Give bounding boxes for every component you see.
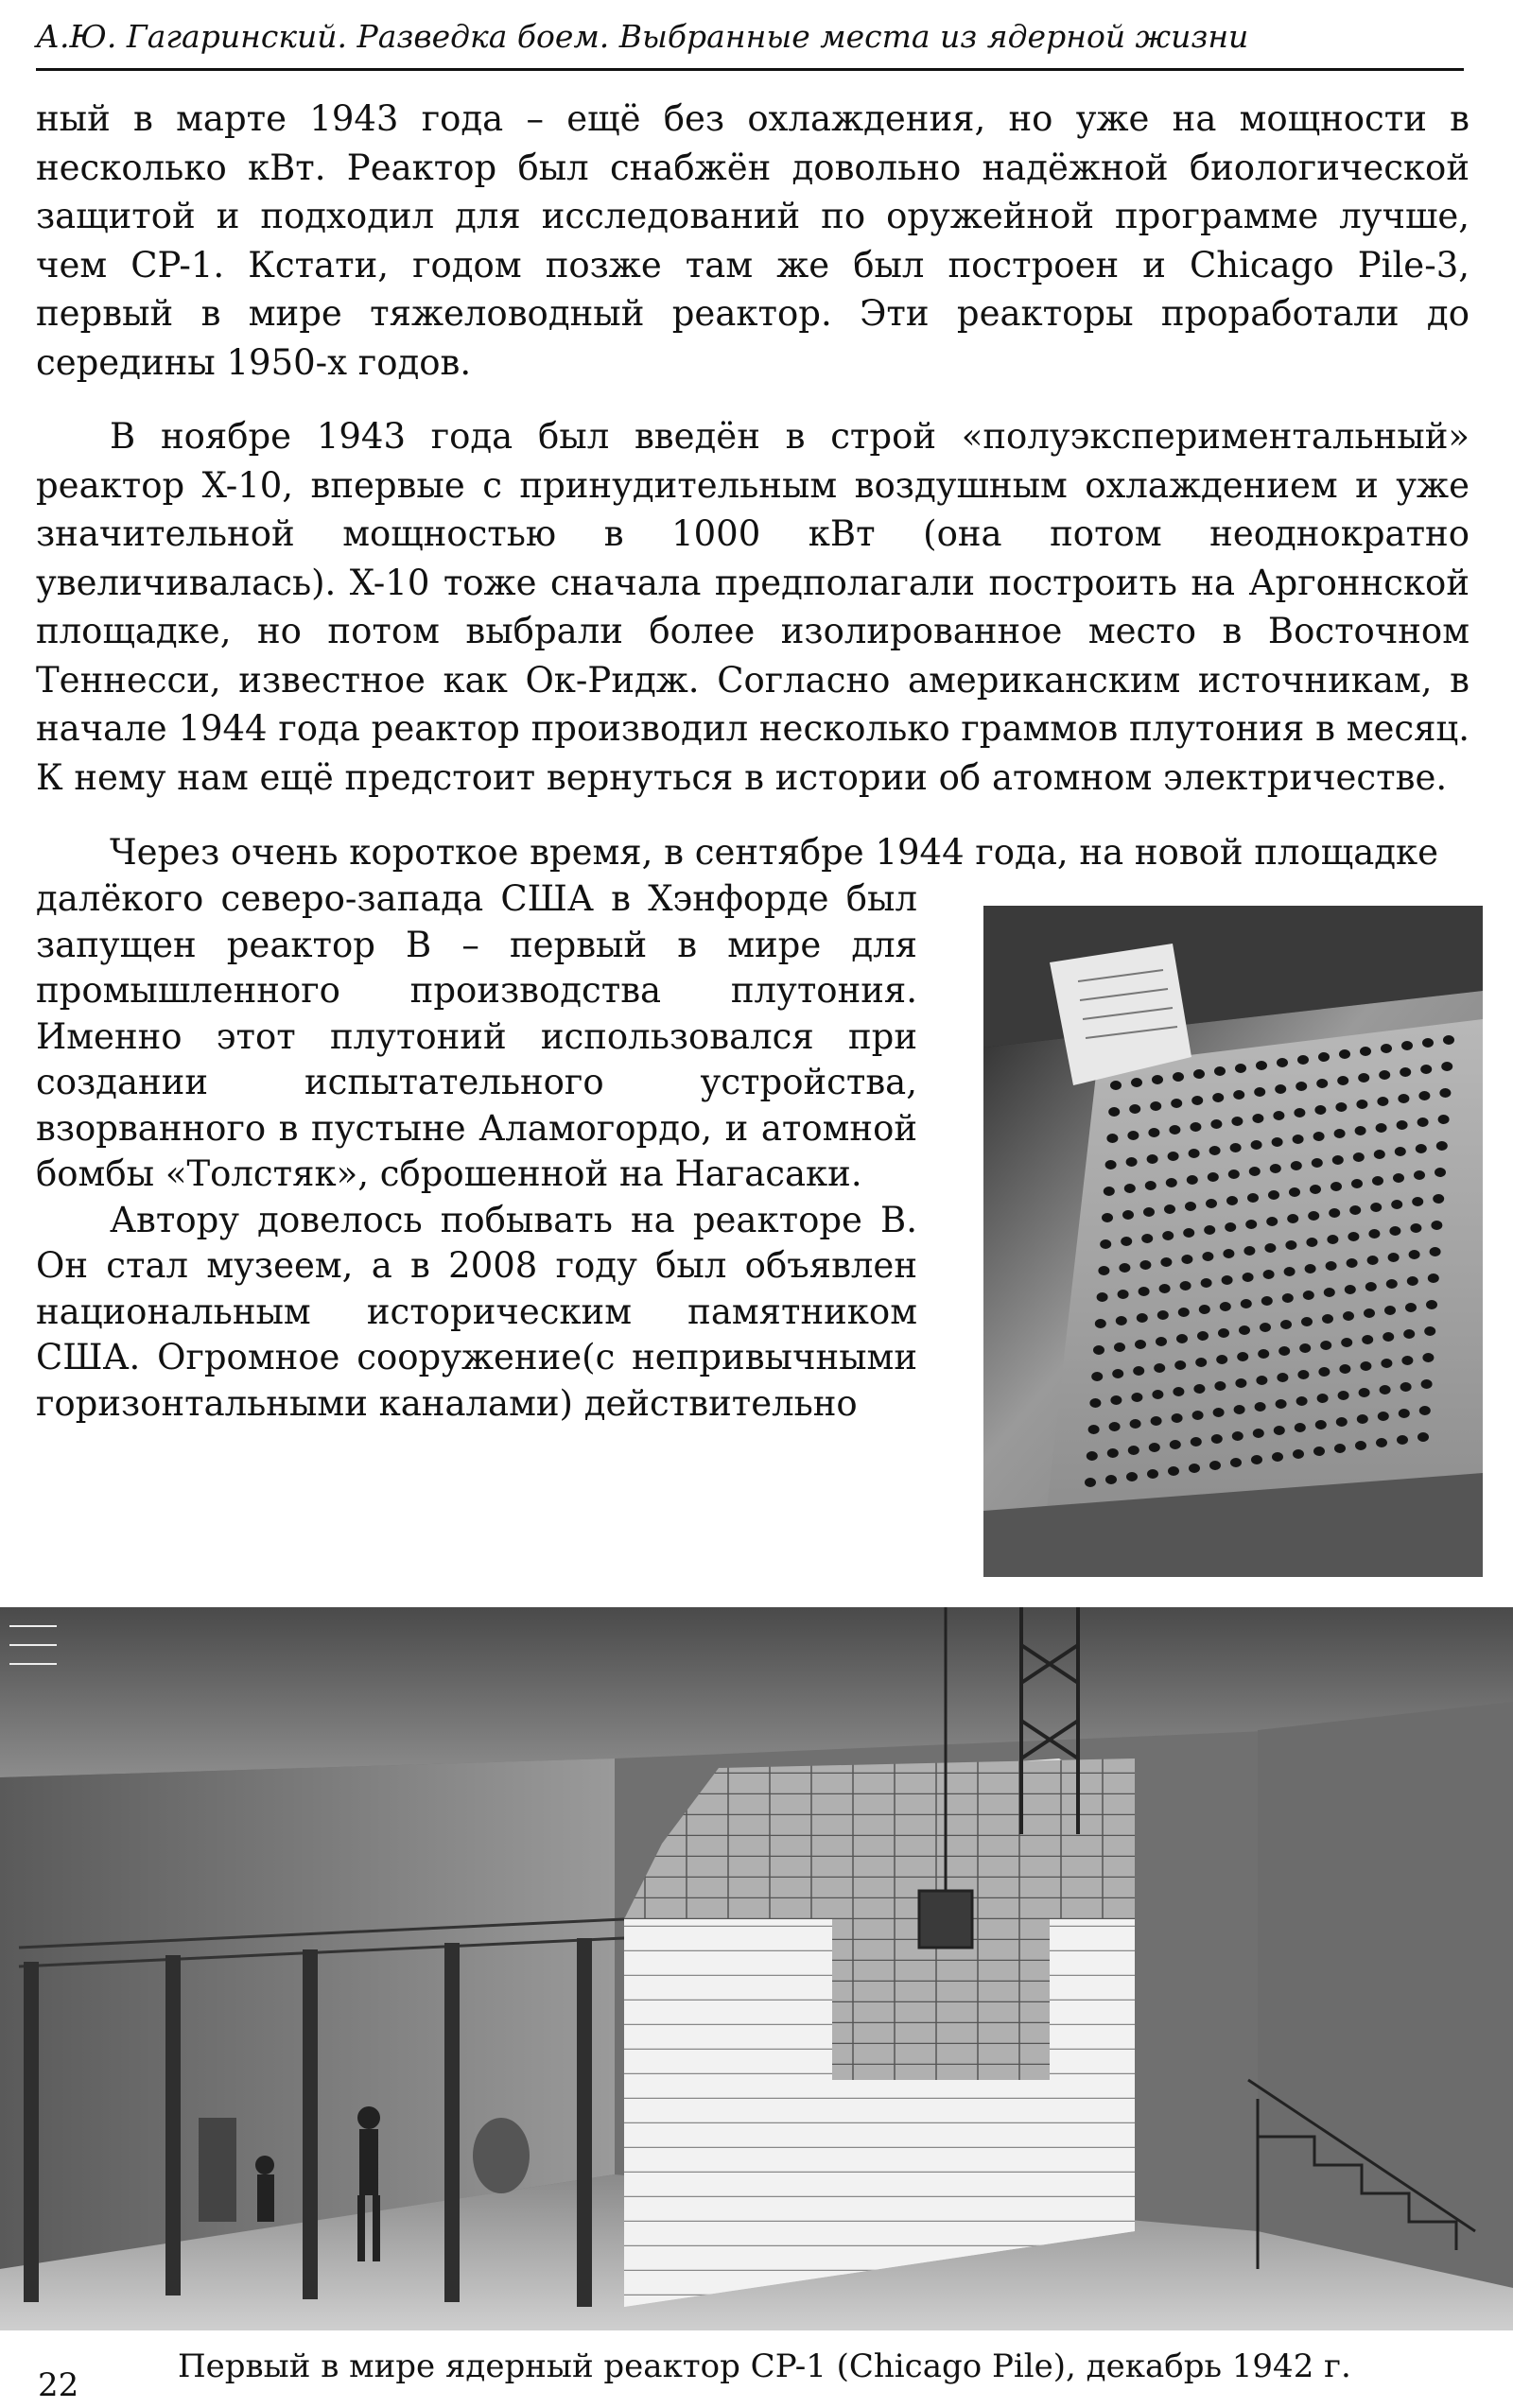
channel-hole bbox=[1181, 1255, 1192, 1264]
channel-hole bbox=[1133, 1366, 1144, 1376]
channel-hole bbox=[1202, 1252, 1213, 1261]
channel-hole bbox=[1365, 1282, 1377, 1291]
channel-hole bbox=[1093, 1345, 1104, 1355]
channel-hole bbox=[1256, 1376, 1267, 1385]
channel-hole bbox=[1139, 1260, 1151, 1270]
channel-hole bbox=[1088, 1425, 1100, 1434]
paragraph-3-line-text: Через очень короткое время, в сентябре 1944 года, на новой площадке bbox=[110, 832, 1439, 873]
channel-hole bbox=[1355, 1126, 1366, 1135]
channel-hole bbox=[1199, 1305, 1210, 1314]
channel-hole bbox=[1422, 1353, 1434, 1362]
channel-hole bbox=[1260, 1323, 1271, 1332]
channel-hole bbox=[1301, 1317, 1313, 1326]
channel-hole bbox=[1122, 1210, 1134, 1220]
channel-hole bbox=[1195, 1358, 1207, 1367]
channel-hole bbox=[1339, 1364, 1350, 1374]
channel-hole bbox=[1106, 1134, 1118, 1143]
channel-hole bbox=[1400, 1067, 1411, 1077]
channel-hole bbox=[1223, 1249, 1234, 1258]
channel-hole bbox=[1172, 1413, 1183, 1423]
channel-hole bbox=[1360, 1361, 1371, 1371]
channel-hole bbox=[1418, 1091, 1430, 1100]
channel-hole bbox=[1145, 1181, 1156, 1190]
channel-hole bbox=[1168, 1466, 1179, 1476]
channel-hole bbox=[1114, 1343, 1125, 1352]
channel-hole bbox=[1364, 1308, 1375, 1318]
channel-hole bbox=[1095, 1319, 1106, 1328]
channel-hole bbox=[1294, 1108, 1305, 1117]
channel-hole bbox=[1191, 1437, 1202, 1447]
channel-hole bbox=[1403, 1329, 1415, 1339]
channel-hole bbox=[1130, 1419, 1141, 1429]
channel-hole bbox=[1189, 1464, 1200, 1473]
channel-hole bbox=[1110, 1081, 1122, 1090]
channel-hole bbox=[1241, 1299, 1252, 1308]
channel-hole bbox=[1426, 1300, 1437, 1309]
channel-hole bbox=[1295, 1423, 1306, 1432]
channel-hole bbox=[1118, 1290, 1129, 1299]
channel-hole bbox=[1428, 1273, 1439, 1283]
channel-hole bbox=[1129, 1104, 1140, 1114]
channel-hole bbox=[1339, 1049, 1350, 1059]
running-head: А.Ю. Гагаринский. Разведка боем. Выбранные места из ядерной жизни bbox=[36, 15, 1464, 71]
channel-hole bbox=[1353, 1152, 1365, 1162]
channel-hole bbox=[1091, 1372, 1103, 1381]
channel-hole bbox=[1263, 1270, 1275, 1279]
channel-hole bbox=[1208, 1172, 1219, 1182]
channel-hole bbox=[1277, 1058, 1288, 1067]
paragraph-1-text: ный в марте 1943 года – ещё без охлаждения, но уже на мощности в несколько кВт. Реактор был снабжён довольно надёжной биологической защитой и подходил для исследований по оружейной программе лучше, чем CP-1. Кстати, годом позже там же был построен и Chicago Pile-3, первый в мире тяжеловодный реактор. Эти реакторы проработали до середины 1950-х годов. bbox=[36, 98, 1470, 383]
channel-hole bbox=[1299, 1343, 1311, 1353]
channel-hole bbox=[1296, 1396, 1308, 1406]
channel-hole bbox=[1293, 1135, 1304, 1144]
channel-hole bbox=[1261, 1296, 1273, 1306]
paragraph-3-first-line bbox=[36, 828, 1470, 877]
channel-hole bbox=[1297, 1055, 1309, 1065]
channel-hole bbox=[1368, 1229, 1380, 1239]
cp1-drawing-icon bbox=[0, 1607, 1513, 2330]
channel-hole bbox=[1210, 1119, 1222, 1129]
channel-hole bbox=[1157, 1310, 1169, 1320]
channel-hole bbox=[1102, 1213, 1113, 1222]
channel-hole bbox=[1380, 1385, 1391, 1395]
channel-hole bbox=[1431, 1221, 1442, 1230]
channel-hole bbox=[1376, 1438, 1387, 1447]
channel-hole bbox=[1266, 1217, 1278, 1226]
channel-hole bbox=[1201, 1278, 1212, 1288]
channel-hole bbox=[1253, 1429, 1264, 1438]
channel-hole bbox=[1293, 1449, 1304, 1459]
channel-hole bbox=[1341, 1338, 1352, 1347]
channel-hole bbox=[1209, 1146, 1221, 1155]
channel-hole bbox=[1409, 1250, 1420, 1259]
channel-hole bbox=[1087, 1451, 1098, 1461]
channel-hole bbox=[1356, 1100, 1367, 1109]
channel-hole bbox=[1154, 1363, 1165, 1373]
channel-hole bbox=[1314, 1105, 1326, 1115]
channel-hole bbox=[1222, 1275, 1233, 1285]
channel-hole bbox=[1233, 1090, 1244, 1100]
channel-hole bbox=[1170, 1440, 1181, 1449]
channel-hole bbox=[1147, 1154, 1158, 1164]
channel-hole bbox=[1282, 1293, 1294, 1303]
channel-hole bbox=[1401, 1041, 1413, 1050]
channel-hole bbox=[1335, 1102, 1347, 1112]
channel-hole bbox=[1168, 1152, 1179, 1161]
channel-hole bbox=[1268, 1190, 1279, 1200]
channel-hole bbox=[1308, 1211, 1319, 1221]
channel-hole bbox=[1405, 1303, 1417, 1312]
figure-caption: Первый в мире ядерный реактор CP-1 (Chicago Pile), декабрь 1942 г. bbox=[178, 2347, 1351, 2385]
channel-hole bbox=[1251, 1455, 1262, 1464]
channel-hole bbox=[1305, 1264, 1316, 1273]
channel-hole bbox=[1239, 1325, 1250, 1335]
channel-hole bbox=[1297, 1370, 1309, 1379]
channel-hole bbox=[1249, 1167, 1261, 1176]
channel-hole bbox=[1139, 1287, 1150, 1296]
channel-hole bbox=[1407, 1276, 1418, 1286]
channel-hole bbox=[1317, 1394, 1329, 1403]
channel-hole bbox=[1147, 1469, 1158, 1479]
channel-hole bbox=[1235, 1064, 1246, 1073]
channel-hole bbox=[1416, 1144, 1427, 1153]
channel-hole bbox=[1348, 1232, 1359, 1241]
channel-hole bbox=[1166, 1178, 1177, 1187]
channel-hole bbox=[1107, 1448, 1119, 1458]
channel-hole bbox=[1225, 1222, 1236, 1232]
channel-hole bbox=[1112, 1369, 1123, 1378]
channel-hole bbox=[1327, 1235, 1338, 1244]
paragraph-1 bbox=[36, 95, 1470, 387]
paragraph-2-text: В ноябре 1943 года был введён в строй «полуэкспериментальный» реактор X-10, впервые с принудительным воздушным охлаждением и уже значительной мощностью в 1000 кВт (она потом неоднократно увеличивалась). X-10 тоже сначала предполагали построить на Аргоннской площадке, но потом выбрали более изолированное место в Восточном Теннесси, известное как Ок-Ридж. Согласно американским источникам, в начале 1944 года реактор производил несколько граммов плутония в месяц. К нему нам ещё предстоит вернуться в истории об атомном электричестве. bbox=[36, 416, 1470, 798]
channel-hole bbox=[1173, 1072, 1184, 1082]
channel-hole bbox=[1256, 1061, 1267, 1070]
channel-hole bbox=[1232, 1431, 1243, 1441]
channel-hole bbox=[1152, 1075, 1163, 1084]
channel-hole bbox=[1421, 1379, 1433, 1389]
channel-hole bbox=[1296, 1082, 1307, 1091]
channel-hole bbox=[1237, 1352, 1248, 1361]
channel-hole bbox=[1349, 1205, 1361, 1215]
channel-hole bbox=[1218, 1328, 1229, 1338]
channel-hole bbox=[1213, 1408, 1225, 1417]
channel-hole bbox=[1360, 1047, 1371, 1056]
channel-hole bbox=[1334, 1129, 1346, 1138]
channel-hole bbox=[1362, 1335, 1373, 1344]
channel-hole bbox=[1109, 1422, 1121, 1431]
channel-hole bbox=[1272, 1137, 1283, 1147]
channel-hole bbox=[1226, 1196, 1238, 1205]
channel-hole bbox=[1211, 1434, 1223, 1444]
channel-hole bbox=[1358, 1073, 1369, 1083]
channel-hole bbox=[1116, 1316, 1127, 1325]
channel-hole bbox=[1322, 1314, 1333, 1324]
channel-hole bbox=[1397, 1120, 1408, 1130]
channel-hole bbox=[1212, 1093, 1224, 1102]
channel-hole bbox=[1401, 1356, 1413, 1365]
channel-hole bbox=[1252, 1114, 1263, 1123]
channel-hole bbox=[1391, 1200, 1402, 1209]
channel-hole bbox=[1313, 1132, 1325, 1141]
channel-hole bbox=[1243, 1246, 1255, 1256]
channel-hole bbox=[1127, 1131, 1139, 1140]
column-text bbox=[36, 876, 917, 1427]
channel-hole bbox=[1264, 1243, 1276, 1253]
channel-hole bbox=[1274, 1426, 1285, 1435]
channel-hole bbox=[1291, 1161, 1302, 1170]
channel-hole bbox=[1234, 1405, 1245, 1414]
channel-hole bbox=[1143, 1207, 1155, 1217]
paragraph-3-rest-text: далёкого северо-запада США в Хэнфорде был запущен реактор B – первый в мире для промышленного производства плутония. Именно этот плутоний использовался при создании испытательного устройства, взорванного в пустыне Аламогордо, и атомной бомбы «Толстяк», сброшенной на Нагасаки. bbox=[36, 878, 917, 1194]
paragraph-4-text: Автору довелось побывать на реакторе B. Он стал музеем, а в 2008 году был объявлен национальным историческим памятником США. Огромное сооружение(с непривычными горизонтальными каналами) действительно bbox=[36, 1199, 917, 1424]
channel-hole bbox=[1378, 1412, 1389, 1421]
channel-hole bbox=[1148, 1128, 1159, 1137]
channel-hole bbox=[1357, 1414, 1368, 1424]
channel-hole bbox=[1372, 1176, 1383, 1186]
channel-hole bbox=[1438, 1115, 1450, 1124]
channel-hole bbox=[1220, 1302, 1231, 1311]
channel-hole bbox=[1337, 1076, 1348, 1085]
channel-hole bbox=[1089, 1398, 1101, 1408]
channel-hole bbox=[1187, 1175, 1198, 1185]
channel-hole bbox=[1439, 1088, 1451, 1098]
channel-hole bbox=[1131, 1393, 1142, 1402]
channel-hole bbox=[1110, 1395, 1122, 1405]
channel-hole bbox=[1149, 1443, 1160, 1452]
channel-hole bbox=[1085, 1478, 1096, 1487]
channel-hole bbox=[1430, 1247, 1441, 1256]
channel-hole bbox=[1276, 1399, 1287, 1409]
channel-hole bbox=[1310, 1185, 1321, 1194]
channel-hole bbox=[1316, 1079, 1328, 1088]
channel-hole bbox=[1419, 1406, 1431, 1415]
channel-hole bbox=[1381, 1359, 1392, 1368]
channel-hole bbox=[1206, 1199, 1217, 1208]
channel-hole bbox=[1278, 1346, 1290, 1356]
channel-hole bbox=[1169, 1125, 1180, 1135]
channel-hole bbox=[1097, 1292, 1108, 1302]
channel-hole bbox=[1377, 1097, 1388, 1106]
channel-hole bbox=[1398, 1094, 1409, 1103]
channel-hole bbox=[1174, 1360, 1186, 1370]
channel-hole bbox=[1121, 1237, 1132, 1246]
channel-hole bbox=[1141, 1234, 1153, 1243]
channel-hole bbox=[1345, 1285, 1356, 1294]
channel-hole bbox=[1191, 1096, 1203, 1105]
channel-hole bbox=[1255, 1402, 1266, 1412]
channel-hole bbox=[1410, 1223, 1421, 1233]
channel-hole bbox=[1351, 1179, 1363, 1188]
channel-hole bbox=[1376, 1123, 1387, 1133]
channel-hole bbox=[1395, 1147, 1406, 1156]
channel-hole bbox=[1326, 1261, 1337, 1271]
channel-hole bbox=[1243, 1273, 1254, 1282]
channel-hole bbox=[1159, 1284, 1171, 1293]
channel-hole bbox=[1245, 1220, 1257, 1229]
channel-hole bbox=[1441, 1062, 1452, 1071]
channel-hole bbox=[1381, 1044, 1392, 1053]
page-number: 22 bbox=[38, 2366, 79, 2404]
channel-hole bbox=[1124, 1184, 1136, 1193]
channel-hole bbox=[1329, 1208, 1340, 1218]
channel-hole bbox=[1284, 1267, 1296, 1276]
channel-hole bbox=[1338, 1391, 1349, 1400]
channel-hole bbox=[1389, 1226, 1400, 1236]
channel-hole bbox=[1355, 1441, 1366, 1450]
channel-hole bbox=[1192, 1411, 1204, 1420]
channel-hole bbox=[1318, 1367, 1330, 1377]
channel-hole bbox=[1104, 1187, 1115, 1196]
channel-hole bbox=[1258, 1349, 1269, 1359]
channel-hole bbox=[1383, 1332, 1394, 1342]
channel-hole bbox=[1343, 1311, 1354, 1321]
channel-hole bbox=[1422, 1038, 1434, 1048]
channel-hole bbox=[1235, 1378, 1246, 1388]
channel-hole bbox=[1193, 1069, 1205, 1079]
channel-hole bbox=[1189, 1149, 1200, 1158]
channel-hole bbox=[1424, 1326, 1435, 1336]
channel-hole bbox=[1336, 1417, 1348, 1427]
channel-hole bbox=[1433, 1194, 1444, 1204]
channel-hole bbox=[1273, 1111, 1284, 1120]
channel-hole bbox=[1277, 1373, 1288, 1382]
channel-hole bbox=[1173, 1387, 1184, 1396]
channel-hole bbox=[1285, 1240, 1296, 1250]
channel-hole bbox=[1388, 1253, 1400, 1262]
channel-hole bbox=[1347, 1258, 1358, 1268]
channel-hole bbox=[1214, 1381, 1226, 1391]
channel-hole bbox=[1251, 1140, 1262, 1150]
channel-hole bbox=[1303, 1291, 1314, 1300]
channel-hole bbox=[1324, 1288, 1335, 1297]
paragraph-2 bbox=[36, 412, 1470, 802]
channel-hole bbox=[1289, 1187, 1300, 1197]
channel-hole bbox=[1254, 1087, 1265, 1097]
channel-hole bbox=[1370, 1203, 1382, 1212]
channel-hole bbox=[1164, 1204, 1175, 1214]
channel-hole bbox=[1384, 1306, 1396, 1315]
channel-hole bbox=[1209, 1461, 1221, 1470]
channel-hole bbox=[1231, 1117, 1243, 1126]
channel-hole bbox=[1313, 1447, 1325, 1456]
channel-hole bbox=[1417, 1117, 1429, 1127]
channel-hole bbox=[1435, 1168, 1446, 1177]
channel-hole bbox=[1399, 1409, 1410, 1418]
channel-hole bbox=[1151, 1416, 1162, 1426]
channel-hole bbox=[1287, 1214, 1298, 1223]
channel-hole bbox=[1162, 1231, 1174, 1240]
channel-hole bbox=[1306, 1238, 1317, 1247]
channel-hole bbox=[1436, 1141, 1448, 1151]
channel-hole bbox=[1180, 1281, 1191, 1291]
channel-hole bbox=[1315, 1420, 1327, 1429]
channel-hole bbox=[1280, 1320, 1292, 1329]
channel-hole bbox=[1379, 1070, 1390, 1080]
channel-hole bbox=[1131, 1078, 1142, 1087]
channel-hole bbox=[1318, 1052, 1330, 1062]
channel-hole bbox=[1332, 1155, 1344, 1165]
channel-hole bbox=[1185, 1202, 1196, 1211]
channel-hole bbox=[1216, 1355, 1227, 1364]
channel-hole bbox=[1247, 1193, 1259, 1203]
channel-hole bbox=[1386, 1279, 1398, 1289]
channel-hole bbox=[1420, 1065, 1432, 1074]
channel-hole bbox=[1105, 1160, 1117, 1169]
channel-hole bbox=[1374, 1150, 1385, 1159]
channel-hole bbox=[1193, 1384, 1205, 1394]
channel-hole bbox=[1414, 1170, 1425, 1180]
channel-hole bbox=[1126, 1157, 1138, 1167]
channel-hole bbox=[1176, 1334, 1188, 1343]
channel-hole bbox=[1367, 1256, 1379, 1265]
channel-hole bbox=[1270, 1164, 1281, 1173]
channel-hole bbox=[1152, 1390, 1163, 1399]
channel-hole bbox=[1412, 1197, 1423, 1206]
channel-hole bbox=[1126, 1472, 1138, 1481]
channel-hole bbox=[1171, 1099, 1182, 1108]
channel-hole bbox=[1230, 1143, 1242, 1152]
channel-hole bbox=[1320, 1341, 1331, 1350]
channel-hole bbox=[1137, 1313, 1148, 1323]
channel-hole bbox=[1275, 1084, 1286, 1094]
channel-hole bbox=[1204, 1225, 1215, 1235]
channel-hole bbox=[1312, 1158, 1323, 1168]
channel-hole bbox=[1197, 1331, 1209, 1341]
channel-hole bbox=[1443, 1035, 1454, 1045]
channel-hole bbox=[1214, 1066, 1226, 1076]
channel-hole bbox=[1098, 1266, 1109, 1275]
channel-hole bbox=[1393, 1173, 1404, 1183]
channel-hole bbox=[1397, 1435, 1408, 1445]
channel-hole bbox=[1128, 1446, 1139, 1455]
channel-hole bbox=[1359, 1388, 1370, 1397]
channel-hole bbox=[1150, 1101, 1161, 1111]
channel-hole bbox=[1156, 1337, 1167, 1346]
channel-hole bbox=[1330, 1182, 1342, 1191]
channel-hole bbox=[1272, 1452, 1283, 1462]
channel-hole bbox=[1417, 1432, 1429, 1442]
channel-hole bbox=[1135, 1340, 1146, 1349]
channel-hole bbox=[1105, 1475, 1117, 1484]
channel-hole bbox=[1190, 1122, 1201, 1132]
channel-hole bbox=[1228, 1169, 1240, 1179]
channel-hole bbox=[1119, 1263, 1130, 1273]
channel-hole bbox=[1183, 1228, 1194, 1238]
channel-hole bbox=[1108, 1107, 1120, 1117]
channel-hole bbox=[1400, 1382, 1412, 1392]
channel-hole bbox=[1230, 1458, 1242, 1467]
channel-hole bbox=[1178, 1308, 1190, 1317]
reactor-face-photo-icon bbox=[983, 906, 1483, 1577]
channel-hole bbox=[1100, 1239, 1111, 1249]
channel-hole bbox=[1334, 1444, 1346, 1453]
channel-hole bbox=[1160, 1257, 1172, 1267]
